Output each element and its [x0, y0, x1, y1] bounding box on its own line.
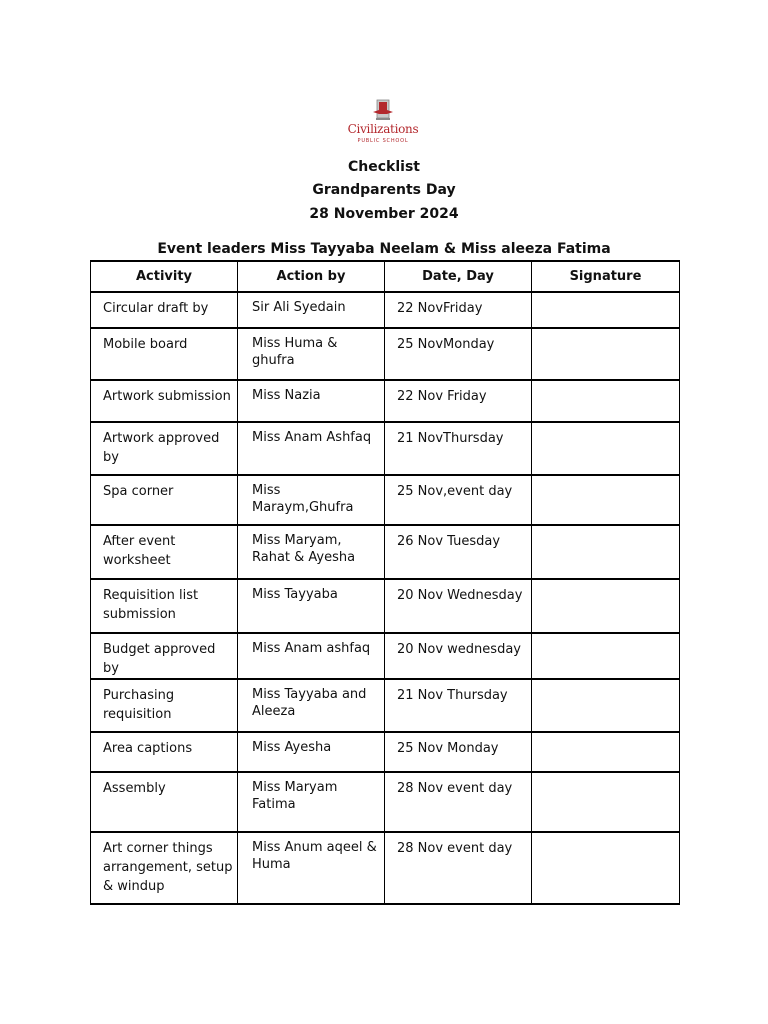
- cell-signature: [532, 525, 680, 579]
- cell-date-day-text: 22 Nov Friday: [397, 389, 487, 404]
- table-row: [91, 679, 680, 732]
- table-header-row: [91, 261, 680, 292]
- cell-action-by-text: Miss Maryam, Rahat & Ayesha: [252, 533, 356, 565]
- cell-action-by: [238, 292, 385, 328]
- cell-activity: [91, 633, 238, 679]
- cell-signature-text: [532, 293, 679, 299]
- cell-action-by: [238, 633, 385, 679]
- cell-action-by-text: Miss Tayyaba and Aleeza: [252, 687, 367, 719]
- cell-activity-text: Area captions: [103, 741, 193, 756]
- cell-date-day-text: 20 Nov wednesday: [397, 642, 521, 657]
- cell-activity: [91, 732, 238, 772]
- table-row: [91, 772, 680, 832]
- cell-date-day: [385, 380, 532, 422]
- cell-signature-text: [532, 476, 679, 482]
- cell-date-day: [385, 292, 532, 328]
- cell-activity: [91, 328, 238, 380]
- cell-activity: [91, 679, 238, 732]
- cell-activity: [91, 292, 238, 328]
- cell-action-by-text: Sir Ali Syedain: [252, 300, 346, 315]
- cell-action-by-text: Miss Nazia: [252, 388, 321, 403]
- cell-action-by-text: Miss Maraym,Ghufra: [252, 483, 354, 515]
- table-row: [91, 292, 680, 328]
- cell-activity: [91, 579, 238, 633]
- cell-action-by: [238, 579, 385, 633]
- cell-activity: [91, 832, 238, 904]
- cell-date-day-text: 26 Nov Tuesday: [397, 534, 501, 549]
- cell-date-day-text: 25 Nov,event day: [397, 484, 513, 499]
- column-header-activity: Activity: [91, 261, 238, 292]
- cell-signature: [532, 292, 680, 328]
- cell-activity-text: Artwork approved by: [103, 431, 220, 465]
- cell-action-by: [238, 475, 385, 525]
- table-row: [91, 832, 680, 904]
- cell-signature: [532, 422, 680, 475]
- cell-action-by-text: Miss Anam ashfaq: [252, 641, 371, 656]
- table-row: [91, 732, 680, 772]
- cell-activity-text: Budget approved by: [103, 642, 216, 676]
- cell-action-by-text: Miss Huma & ghufra: [252, 336, 338, 368]
- cell-activity: [91, 380, 238, 422]
- table-row: [91, 380, 680, 422]
- column-header-signature: Signature: [532, 261, 680, 292]
- cell-activity-text: Purchasing requisition: [103, 688, 175, 722]
- cell-activity-text: Art corner things arrangement, setup & windup: [103, 841, 233, 894]
- cell-action-by: [238, 380, 385, 422]
- cell-activity-text: Spa corner: [103, 484, 174, 499]
- cell-date-day-text: 25 Nov Monday: [397, 741, 499, 756]
- document-title: Checklist: [348, 159, 420, 175]
- table-row: [91, 525, 680, 579]
- column-header-action-by: Action by: [238, 261, 385, 292]
- table-row: [91, 328, 680, 380]
- cell-date-day-text: 25 NovMonday: [397, 337, 495, 352]
- cell-activity-text: After event worksheet: [103, 534, 176, 568]
- cell-action-by: [238, 525, 385, 579]
- cell-signature: [532, 772, 680, 832]
- cell-signature-text: [532, 680, 679, 686]
- cell-signature-text: [532, 381, 679, 387]
- cell-action-by-text: Miss Maryam Fatima: [252, 780, 338, 812]
- cell-signature: [532, 732, 680, 772]
- cell-date-day: [385, 328, 532, 380]
- cell-activity: [91, 475, 238, 525]
- cell-signature-text: [532, 773, 679, 779]
- cell-date-day-text: 20 Nov Wednesday: [397, 588, 523, 603]
- cell-date-day: [385, 772, 532, 832]
- cell-date-day: [385, 732, 532, 772]
- cell-signature-text: [532, 634, 679, 640]
- cell-date-day: [385, 679, 532, 732]
- logo-subtitle: PUBLIC SCHOOL: [357, 138, 409, 144]
- table-row: [91, 579, 680, 633]
- cell-signature: [532, 633, 680, 679]
- cell-action-by: [238, 328, 385, 380]
- event-leaders: Event leaders Miss Tayyaba Neelam & Miss aleeza Fatima: [157, 241, 611, 257]
- event-date: 28 November 2024: [309, 206, 459, 222]
- cell-signature-text: [532, 833, 679, 839]
- cell-signature: [532, 832, 680, 904]
- table-row: [91, 633, 680, 679]
- school-logo: [340, 96, 426, 152]
- school-crest-icon: [373, 98, 393, 122]
- cell-date-day: [385, 525, 532, 579]
- cell-date-day: [385, 422, 532, 475]
- column-header-date-day: Date, Day: [385, 261, 532, 292]
- cell-activity-text: Circular draft by: [103, 301, 209, 316]
- table-row: [91, 475, 680, 525]
- cell-date-day: [385, 579, 532, 633]
- cell-date-day-text: 22 NovFriday: [397, 301, 483, 316]
- cell-action-by: [238, 772, 385, 832]
- cell-signature: [532, 579, 680, 633]
- logo-name: Civilizations: [347, 122, 419, 136]
- table-row: [91, 422, 680, 475]
- cell-action-by: [238, 732, 385, 772]
- cell-date-day: [385, 475, 532, 525]
- cell-action-by-text: Miss Tayyaba: [252, 587, 338, 602]
- cell-action-by-text: Miss Ayesha: [252, 740, 332, 755]
- cell-date-day-text: 28 Nov event day: [397, 781, 513, 796]
- cell-activity-text: Assembly: [103, 781, 166, 796]
- cell-activity: [91, 772, 238, 832]
- cell-date-day-text: 21 Nov Thursday: [397, 688, 508, 703]
- cell-action-by: [238, 679, 385, 732]
- cell-action-by-text: Miss Anam Ashfaq: [252, 430, 372, 445]
- cell-signature: [532, 380, 680, 422]
- checklist-table: [90, 260, 680, 905]
- cell-date-day: [385, 633, 532, 679]
- cell-date-day: [385, 832, 532, 904]
- cell-action-by-text: Miss Anum aqeel & Huma: [252, 840, 377, 872]
- cell-activity: [91, 525, 238, 579]
- cell-signature-text: [532, 526, 679, 532]
- cell-action-by: [238, 422, 385, 475]
- cell-signature-text: [532, 423, 679, 429]
- cell-action-by: [238, 832, 385, 904]
- cell-signature: [532, 679, 680, 732]
- cell-activity-text: Artwork submission: [103, 389, 231, 404]
- cell-signature-text: [532, 733, 679, 739]
- cell-date-day-text: 28 Nov event day: [397, 841, 513, 856]
- event-name: Grandparents Day: [312, 182, 456, 198]
- cell-signature-text: [532, 329, 679, 335]
- cell-signature-text: [532, 580, 679, 586]
- cell-activity-text: Requisition list submission: [103, 588, 199, 622]
- cell-date-day-text: 21 NovThursday: [397, 431, 504, 446]
- cell-signature: [532, 475, 680, 525]
- cell-activity: [91, 422, 238, 475]
- cell-signature: [532, 328, 680, 380]
- cell-activity-text: Mobile board: [103, 337, 188, 352]
